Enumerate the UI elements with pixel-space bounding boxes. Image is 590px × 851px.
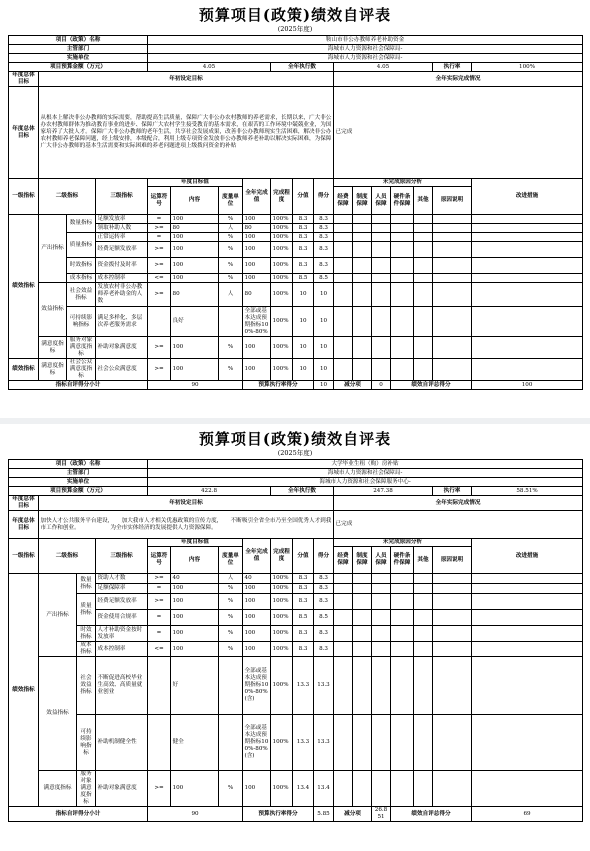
plan-goal-label: 年初设定目标 <box>39 496 334 511</box>
value-cell: 100 <box>243 258 271 274</box>
deduct-label: 减分项 <box>334 381 372 390</box>
degree-cell: 100% <box>271 657 293 715</box>
reason-system-header: 制度保障 <box>353 187 372 215</box>
value-cell: 100 <box>243 626 271 642</box>
benefit-label: 效益指标 <box>39 657 77 771</box>
report-year: (2025年度) <box>277 449 313 457</box>
got-cell: 10 <box>314 283 334 307</box>
degree-cell: 100% <box>271 715 293 771</box>
got-cell: 13.3 <box>314 657 334 715</box>
op-cell: >= <box>148 771 171 807</box>
complete-val-header: 全年完成值 <box>243 539 271 574</box>
timeliness-label: 时效指标 <box>77 626 96 642</box>
budget-rate-label: 预算执行率得分 <box>243 381 314 390</box>
reason-system-header: 制度保障 <box>353 547 372 574</box>
score-cell: 8.3 <box>293 594 314 610</box>
degree-cell: 100% <box>271 771 293 807</box>
content-cell: 100 <box>171 626 219 642</box>
score-header: 分值 <box>293 539 314 574</box>
lvl3-header: 三级指标 <box>96 539 148 574</box>
cost-label: 成本指标 <box>67 274 96 283</box>
self-sum-label: 指标自评得分小计 <box>9 807 148 822</box>
op-cell: <= <box>148 642 171 657</box>
content-cell: 100 <box>171 610 219 626</box>
content-cell: 100 <box>171 584 219 594</box>
op-cell: = <box>148 215 171 224</box>
actual-goal-text: 已完成 <box>334 87 583 179</box>
op-cell: = <box>148 584 171 594</box>
unit-value: 海城市人力资源和社会保障局- <box>148 54 583 63</box>
value-cell: 80 <box>243 283 271 307</box>
quantity-label: 数量指标 <box>77 574 96 594</box>
degree-cell: 100% <box>271 626 293 642</box>
unit-cell <box>219 715 243 771</box>
table-row <box>9 242 583 258</box>
value-cell: 全部或基本达成预期指标100%-80% <box>243 307 271 337</box>
score-cell: 8.3 <box>293 642 314 657</box>
report-table <box>8 35 583 390</box>
score-cell: 13.3 <box>293 657 314 715</box>
summary-row <box>9 807 583 822</box>
indicator-name: 正常运转率 <box>96 233 148 242</box>
indicator-name: 补助对象满意度 <box>96 771 148 807</box>
op-cell: = <box>148 233 171 242</box>
goal-head-label: 年度总体目标 <box>9 496 39 511</box>
department-value: 海城市人力资源和社会保障局- <box>148 469 583 478</box>
table-row <box>9 626 583 642</box>
degree-cell: 100% <box>271 283 293 307</box>
degree-cell: 100% <box>271 307 293 337</box>
op-cell: >= <box>148 594 171 610</box>
self-sum-value: 90 <box>148 381 243 390</box>
value-cell: 100 <box>243 274 271 283</box>
degree-cell: 100% <box>271 337 293 359</box>
exec-rate-value: 100% <box>472 63 583 72</box>
reason-hardware-header: 硬件条件保障 <box>391 547 414 574</box>
lvl1-header: 一级指标 <box>9 179 39 215</box>
table-row <box>9 574 583 584</box>
exec-rate-value: 58.51% <box>472 487 583 496</box>
unit-cell: % <box>219 337 243 359</box>
lvl1-header: 一级指标 <box>9 539 39 574</box>
report-table <box>8 459 583 822</box>
content-cell: 100 <box>171 258 219 274</box>
table-row <box>9 584 583 594</box>
got-cell: 8.3 <box>314 242 334 258</box>
table-row <box>9 642 583 657</box>
got-cell: 8.3 <box>314 594 334 610</box>
total-label: 绩效自评总得分 <box>391 381 472 390</box>
score-cell: 8.3 <box>293 215 314 224</box>
indicator-name: 足额发放率 <box>96 215 148 224</box>
satisfaction-label: 满意度指标 <box>39 359 67 381</box>
degree-cell: 100% <box>271 258 293 274</box>
budget-value: 4.05 <box>148 63 271 72</box>
reason-group-header: 未完成原因分析 <box>334 539 472 547</box>
satisfaction-label: 满意度指标 <box>39 771 77 807</box>
value-cell: 100 <box>243 642 271 657</box>
quality-label: 质量指标 <box>67 233 96 258</box>
cost-label: 成本指标 <box>77 642 96 657</box>
value-cell: 100 <box>243 610 271 626</box>
table-row <box>9 233 583 242</box>
department-label: 主管部门 <box>9 45 148 54</box>
table-row <box>9 307 583 337</box>
score-cell: 13.4 <box>293 771 314 807</box>
summary-row <box>9 381 583 390</box>
perf-label: 绩效指标 <box>9 574 39 807</box>
got-cell: 8.3 <box>314 233 334 242</box>
reason-hardware-header: 硬件条件保障 <box>391 187 414 215</box>
department-value: 海城市人力资源和社会保障局- <box>148 45 583 54</box>
content-cell: 100 <box>171 594 219 610</box>
indicator-name: 满足多样化、多层次养老服务需求 <box>96 307 148 337</box>
reason-fund-header: 经费保障 <box>334 187 353 215</box>
project-name-label: 项目（政策）名称 <box>9 36 148 45</box>
table-row <box>9 258 583 274</box>
content-cell: 100 <box>171 642 219 657</box>
unit-value: 海城市人力资源和社会保障服务中心- <box>148 478 583 487</box>
lvl2-header: 二级指标 <box>39 179 96 215</box>
complete-val-header: 全年完成值 <box>243 179 271 215</box>
indicator-name: 经费足额发放率 <box>96 242 148 258</box>
reason-other-header: 其他 <box>414 547 433 574</box>
score-cell: 8.3 <box>293 242 314 258</box>
service-sat-label: 服务对象满意度指标 <box>67 337 96 359</box>
perf-label: 绩效指标 <box>9 359 39 381</box>
unit-cell: % <box>219 233 243 242</box>
complete-deg-header: 完成程度 <box>271 179 293 215</box>
self-sum-label: 指标自评得分小计 <box>9 381 148 390</box>
value-cell: 100 <box>243 233 271 242</box>
page-separator <box>0 418 590 424</box>
budget-rate-value: 5.85 <box>314 807 334 822</box>
degree-cell: 100% <box>271 584 293 594</box>
content-header: 内容 <box>171 187 219 215</box>
table-row <box>9 337 583 359</box>
op-cell: >= <box>148 283 171 307</box>
table-row <box>9 283 583 307</box>
degree-cell: 100% <box>271 610 293 626</box>
social-label: 社会效益指标 <box>77 657 96 715</box>
indicator-name: 不断促进高校毕业生高效、高质量就业创业 <box>96 657 148 715</box>
got-cell: 8.5 <box>314 610 334 626</box>
report-2 <box>8 430 582 822</box>
output-label: 产出指标 <box>39 215 67 283</box>
content-cell: 100 <box>171 233 219 242</box>
quantity-label: 数量指标 <box>67 215 96 233</box>
score-cell: 8.3 <box>293 233 314 242</box>
reason-note-header: 原因说明 <box>433 547 472 574</box>
got-cell: 8.3 <box>314 574 334 584</box>
report-title: 预算项目(政策)绩效自评表 <box>198 430 392 448</box>
reason-staff-header: 人员保障 <box>372 187 391 215</box>
lvl2-header: 二级指标 <box>39 539 96 574</box>
report-year: (2025年度) <box>277 25 313 33</box>
got-cell: 10 <box>314 359 334 381</box>
project-name-value: 大学毕业生租（购）房补贴 <box>148 460 583 469</box>
value-cell: 80 <box>243 224 271 233</box>
indicator-name: 补助机制健全性 <box>96 715 148 771</box>
degree-cell: 100% <box>271 242 293 258</box>
table-row <box>9 594 583 610</box>
unit-cell <box>219 307 243 337</box>
got-header: 得分 <box>314 179 334 215</box>
reason-fund-header: 经费保障 <box>334 547 353 574</box>
value-cell: 100 <box>243 337 271 359</box>
indicator-name: 社会公众满意度 <box>96 359 148 381</box>
actual-goal-label: 全年实际完成情况 <box>334 496 583 511</box>
unit-cell <box>219 657 243 715</box>
unit-cell: % <box>219 242 243 258</box>
got-cell: 13.4 <box>314 771 334 807</box>
plan-goal-label: 年初设定目标 <box>39 72 334 87</box>
score-cell: 8.3 <box>293 574 314 584</box>
annual-exec-label: 全年执行数 <box>271 63 334 72</box>
table-row <box>9 657 583 715</box>
target-group-header: 年度目标值 <box>148 539 243 547</box>
got-cell: 8.3 <box>314 626 334 642</box>
benefit-label: 效益指标 <box>39 283 67 337</box>
value-cell: 100 <box>243 771 271 807</box>
op-cell: >= <box>148 258 171 274</box>
degree-cell: 100% <box>271 274 293 283</box>
output-label: 产出指标 <box>39 574 77 657</box>
indicator-name: 补助对象满意度 <box>96 337 148 359</box>
complete-deg-header: 完成程度 <box>271 539 293 574</box>
score-cell: 13.3 <box>293 715 314 771</box>
indicator-name: 发放农村非公办教师养老补助金的人数 <box>96 283 148 307</box>
table-row <box>9 274 583 283</box>
got-cell: 13.3 <box>314 715 334 771</box>
table-row <box>9 224 583 233</box>
exec-rate-label: 执行率 <box>433 487 472 496</box>
score-header: 分值 <box>293 179 314 215</box>
plan-goal-text: 从根本上解决非公办教师的实际需要，帮助提高生活质量，保障广大非公办农村教师的养老需求，长期以来，广大非公办农村教师群体为推动教育事业的进步、保障广大农村学生接受教育的基本需求，在艰苦的工作环境中兢兢业业，为国家培养了大批人才。保障广大非公办教师的老年生活，共享社会发展成果，改善非公办教师现实生活困难，解决非公办农村教师养老保障问题，经上级安排，本级配合，利用上级专项资金发放非公办教师养老补助以解决实际困难，为保障广大非公办教师的基本生活需要和实际困难的养老问题进项上级拨问资金的补贴 <box>39 87 334 179</box>
indicator-name: 成本控制率 <box>96 642 148 657</box>
op-cell: >= <box>148 574 171 584</box>
budget-rate-label: 预算执行率得分 <box>243 807 314 822</box>
goal-head-label: 年度总体目标 <box>9 511 39 539</box>
op-cell <box>148 657 171 715</box>
value-cell: 100 <box>243 242 271 258</box>
target-group-header: 年度目标值 <box>148 179 243 187</box>
report-title: 预算项目(政策)绩效自评表 <box>198 6 392 24</box>
budget-value: 422.8 <box>148 487 271 496</box>
score-cell: 10 <box>293 283 314 307</box>
unit-cell: % <box>219 771 243 807</box>
got-cell: 8.3 <box>314 224 334 233</box>
content-cell: 100 <box>171 274 219 283</box>
score-cell: 10 <box>293 359 314 381</box>
unit-label: 实施单位 <box>9 54 148 63</box>
table-row <box>9 771 583 807</box>
op-cell: >= <box>148 242 171 258</box>
table-row <box>9 215 583 224</box>
unit-cell: 人 <box>219 283 243 307</box>
content-cell: 100 <box>171 337 219 359</box>
improve-header: 改进措施 <box>472 179 583 215</box>
content-cell: 100 <box>171 242 219 258</box>
reason-staff-header: 人员保障 <box>372 547 391 574</box>
indicator-name: 成本控制率 <box>96 274 148 283</box>
plan-goal-text: 加快人才公共服务平台建设， 加大我市人才相关优惠政策的宣传力度， 不断吸引全省全市乃至全国优秀人才到我市工作和创业。 为全市实体经济的发展提供人力资源保障。 <box>39 511 334 539</box>
table-row <box>9 610 583 626</box>
got-cell: 8.3 <box>314 584 334 594</box>
service-sat-label: 服务对象满意度指标 <box>77 771 96 807</box>
project-name-value: 鞍山市非公办教师养老补助资金 <box>148 36 583 45</box>
goal-head-label: 年度总体目标 <box>9 87 39 179</box>
degree-cell: 100% <box>271 594 293 610</box>
op-cell: = <box>148 610 171 626</box>
got-header: 得分 <box>314 539 334 574</box>
content-cell: 40 <box>171 574 219 584</box>
op-cell <box>148 715 171 771</box>
value-cell: 全部或基本达成预期指标100%-80%(含) <box>243 657 271 715</box>
value-cell: 100 <box>243 359 271 381</box>
annual-exec-label: 全年执行数 <box>271 487 334 496</box>
annual-exec-value: 247.38 <box>334 487 433 496</box>
op-cell: >= <box>148 337 171 359</box>
score-cell: 8.5 <box>293 274 314 283</box>
score-cell: 8.3 <box>293 584 314 594</box>
degree-cell: 100% <box>271 574 293 584</box>
unit-header: 度量单位 <box>219 187 243 215</box>
table-row <box>9 359 583 381</box>
degree-cell: 100% <box>271 233 293 242</box>
got-cell: 8.3 <box>314 642 334 657</box>
score-cell: 10 <box>293 307 314 337</box>
unit-cell: % <box>219 584 243 594</box>
reason-other-header: 其他 <box>414 187 433 215</box>
unit-cell: % <box>219 258 243 274</box>
project-name-label: 项目（政策）名称 <box>9 460 148 469</box>
total-value: 100 <box>472 381 583 390</box>
content-cell: 好 <box>171 657 219 715</box>
indicator-name: 人才补助资金按时发放率 <box>96 626 148 642</box>
score-cell: 8.5 <box>293 610 314 626</box>
unit-header: 度量单位 <box>219 547 243 574</box>
quality-label: 质量指标 <box>77 594 96 626</box>
indicator-name: 资金使用合规率 <box>96 610 148 626</box>
goal-head-label: 年度总体目标 <box>9 72 39 87</box>
got-cell: 10 <box>314 337 334 359</box>
unit-cell: % <box>219 215 243 224</box>
satisfaction-label: 满意度指标 <box>39 337 67 359</box>
public-sat-label: 社会公众满意度指标 <box>67 359 96 381</box>
unit-cell: 人 <box>219 224 243 233</box>
table-row <box>9 715 583 771</box>
sustain-label: 可持续影响指标 <box>67 307 96 337</box>
budget-rate-value: 10 <box>314 381 334 390</box>
op-cell: <= <box>148 274 171 283</box>
value-cell: 100 <box>243 215 271 224</box>
unit-cell: % <box>219 594 243 610</box>
degree-cell: 100% <box>271 642 293 657</box>
unit-cell: % <box>219 274 243 283</box>
actual-goal-label: 全年实际完成情况 <box>334 72 583 87</box>
reason-group-header: 未完成原因分析 <box>334 179 472 187</box>
total-label: 绩效自评总得分 <box>391 807 472 822</box>
content-cell: 100 <box>171 359 219 381</box>
got-cell: 8.5 <box>314 274 334 283</box>
total-value: 69 <box>472 807 583 822</box>
op-header: 运算符号 <box>148 547 171 574</box>
op-header: 运算符号 <box>148 187 171 215</box>
op-cell <box>148 307 171 337</box>
reason-note-header: 原因说明 <box>433 187 472 215</box>
content-cell: 良好 <box>171 307 219 337</box>
deduct-label: 减分项 <box>334 807 372 822</box>
deduct-value: 0 <box>372 381 391 390</box>
got-cell: 10 <box>314 307 334 337</box>
indicator-name: 领取补助人数 <box>96 224 148 233</box>
exec-rate-label: 执行率 <box>433 63 472 72</box>
indicator-name: 资金拨付及时率 <box>96 258 148 274</box>
score-cell: 8.3 <box>293 258 314 274</box>
score-cell: 8.3 <box>293 626 314 642</box>
unit-cell: % <box>219 610 243 626</box>
got-cell: 8.3 <box>314 215 334 224</box>
unit-cell: % <box>219 626 243 642</box>
content-cell: 100 <box>171 215 219 224</box>
value-cell: 100 <box>243 584 271 594</box>
got-cell: 8.3 <box>314 258 334 274</box>
indicator-name: 资助人才数 <box>96 574 148 584</box>
degree-cell: 100% <box>271 215 293 224</box>
indicator-name: 足额保障率 <box>96 584 148 594</box>
perf-label: 绩效指标 <box>9 215 39 359</box>
value-cell: 40 <box>243 574 271 584</box>
op-cell: >= <box>148 359 171 381</box>
lvl3-header: 三级指标 <box>96 179 148 215</box>
report-1 <box>8 6 582 390</box>
op-cell: = <box>148 626 171 642</box>
content-cell: 100 <box>171 771 219 807</box>
unit-label: 实施单位 <box>9 478 148 487</box>
content-cell: 健全 <box>171 715 219 771</box>
sustain-label: 可持续影响指标 <box>77 715 96 771</box>
content-cell: 80 <box>171 283 219 307</box>
score-cell: 10 <box>293 337 314 359</box>
unit-cell: % <box>219 642 243 657</box>
indicator-name: 经费足额发放率 <box>96 594 148 610</box>
social-label: 社会效益指标 <box>67 283 96 307</box>
timeliness-label: 时效指标 <box>67 258 96 274</box>
department-label: 主管部门 <box>9 469 148 478</box>
budget-label: 项目预算金额（万元） <box>9 63 148 72</box>
annual-exec-value: 4.05 <box>334 63 433 72</box>
improve-header: 改进措施 <box>472 539 583 574</box>
unit-cell: 人 <box>219 574 243 584</box>
unit-cell: % <box>219 359 243 381</box>
value-cell: 全部或基本达成预期指标100%-80%(含) <box>243 715 271 771</box>
self-sum-value: 90 <box>148 807 243 822</box>
degree-cell: 100% <box>271 359 293 381</box>
degree-cell: 100% <box>271 224 293 233</box>
deduct-value: 26.851 <box>372 807 391 822</box>
content-header: 内容 <box>171 547 219 574</box>
content-cell: 80 <box>171 224 219 233</box>
score-cell: 8.3 <box>293 224 314 233</box>
actual-goal-text: 已完成 <box>334 511 583 539</box>
budget-label: 项目预算金额（万元） <box>9 487 148 496</box>
value-cell: 100 <box>243 594 271 610</box>
op-cell: >= <box>148 224 171 233</box>
